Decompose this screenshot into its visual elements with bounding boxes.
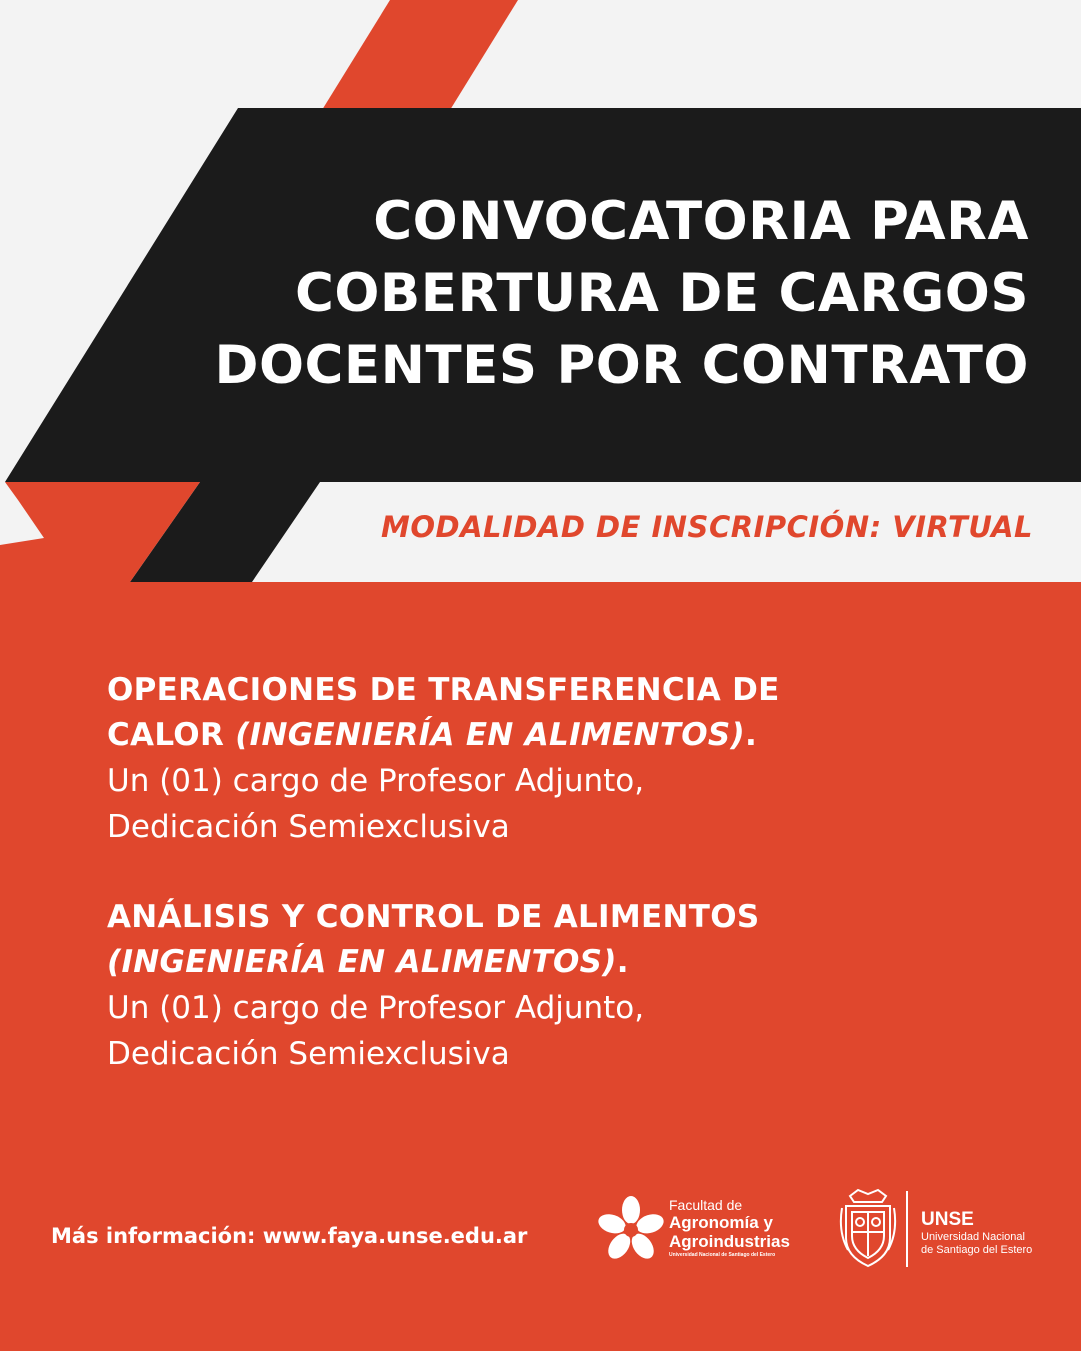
modality-text: MODALIDAD DE INSCRIPCIÓN: VIRTUAL <box>381 510 1033 544</box>
flower-icon <box>597 1195 665 1263</box>
detail-line-1: Un (01) cargo de Profesor Adjunto, <box>107 763 645 799</box>
posting-detail <box>107 985 759 1077</box>
title-line-3: DOCENTES POR CONTRATO <box>214 335 1029 396</box>
subject-end: . <box>745 717 758 753</box>
unse-line-2: de Santiago del Estero <box>921 1244 1033 1256</box>
title-line-1: CONVOCATORIA PARA <box>373 191 1029 252</box>
faya-logo <box>597 1195 822 1265</box>
subject-end: . <box>616 944 629 980</box>
career-label: (INGENIERÍA EN ALIMENTOS) <box>107 944 617 980</box>
subject-line-2: CALOR <box>107 717 236 753</box>
posting-subject <box>107 668 780 758</box>
detail-line-2: Dedicación Semiexclusiva <box>107 1036 510 1072</box>
logo-divider <box>906 1191 908 1267</box>
subject-line-1: ANÁLISIS Y CONTROL DE ALIMENTOS <box>107 899 760 935</box>
crest-icon <box>838 1188 898 1270</box>
unse-logo <box>921 1209 1032 1257</box>
unse-line-1: Universidad Nacional <box>921 1231 1025 1243</box>
posting-detail <box>107 758 780 850</box>
subject-line-1: OPERACIONES DE TRANSFERENCIA DE <box>107 672 780 708</box>
posting-food-analysis <box>107 895 759 1077</box>
faya-logo-text <box>669 1197 790 1259</box>
faya-line-3: Agroindustrias <box>669 1232 790 1251</box>
page-title <box>214 186 1029 402</box>
posting-subject <box>107 895 759 985</box>
detail-line-1: Un (01) cargo de Profesor Adjunto, <box>107 990 645 1026</box>
posting-heat-transfer <box>107 668 780 850</box>
career-label: (INGENIERÍA EN ALIMENTOS) <box>235 717 745 753</box>
faya-line-2: Agronomía y <box>669 1213 773 1232</box>
faya-line-1: Facultad de <box>669 1197 743 1213</box>
title-line-2: COBERTURA DE CARGOS <box>294 263 1029 324</box>
detail-line-2: Dedicación Semiexclusiva <box>107 809 510 845</box>
unse-abbr: UNSE <box>921 1209 974 1230</box>
more-info-link[interactable]: Más información: www.faya.unse.edu.ar <box>51 1224 528 1248</box>
faya-line-4: Universidad Nacional de Santiago del Estero <box>669 1252 776 1258</box>
